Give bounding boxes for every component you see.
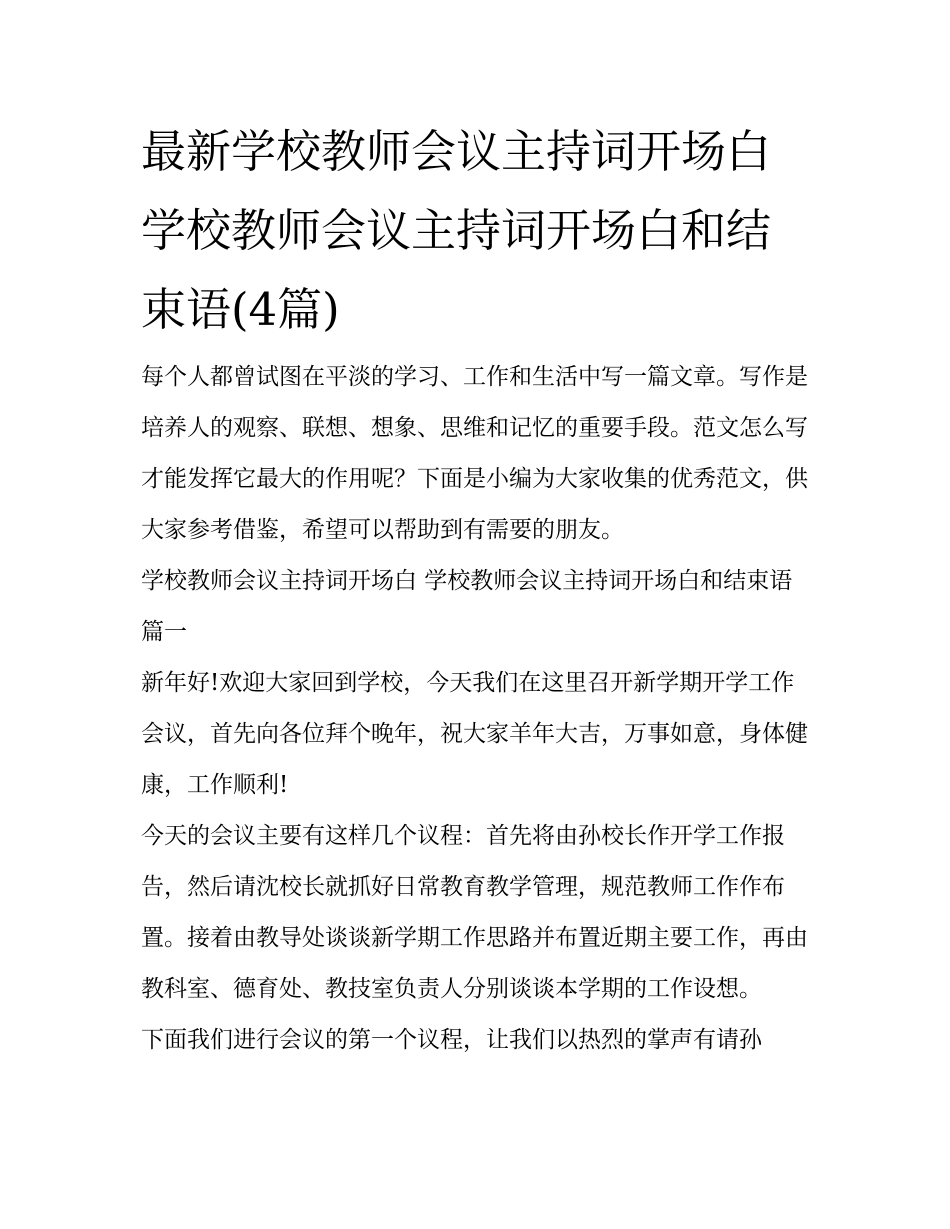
closing-paragraph: 下面我们进行会议的第一个议程，让我们以热烈的掌声有请孙 — [141, 1027, 762, 1053]
document-body — [141, 112, 813, 1066]
greeting-paragraph: 新年好!欢迎大家回到学校，今天我们在这里召开新学期开学工作会议，首先向各位拜个晚年，祝大家羊年大吉，万事如意，身体健康，工作顺利! — [141, 670, 808, 798]
document-title: 最新学校教师会议主持词开场白 学校教师会议主持词开场白和结束语(4篇) — [141, 125, 772, 336]
agenda-paragraph: 今天的会议主要有这样几个议程：首先将由孙校长作开学工作报告，然后请沈校长就抓好日常教育教学管理，规范教师工作作布置。接着由教导处谈谈新学期工作思路并布置近期主要工作，再由教科室、德育处、教技室负责人分别谈谈本学期的工作设想。 — [141, 823, 808, 1002]
section-heading: 学校教师会议主持词开场白 学校教师会议主持词开场白和结束语篇一 — [141, 568, 793, 645]
intro-paragraph: 每个人都曾试图在平淡的学习、工作和生活中写一篇文章。写作是培养人的观察、联想、想象、思维和记忆的重要手段。范文怎么写才能发挥它最大的作用呢？下面是小编为大家收集的优秀范文，供大家参考借鉴，希望可以帮助到有需要的朋友。 — [141, 364, 808, 543]
